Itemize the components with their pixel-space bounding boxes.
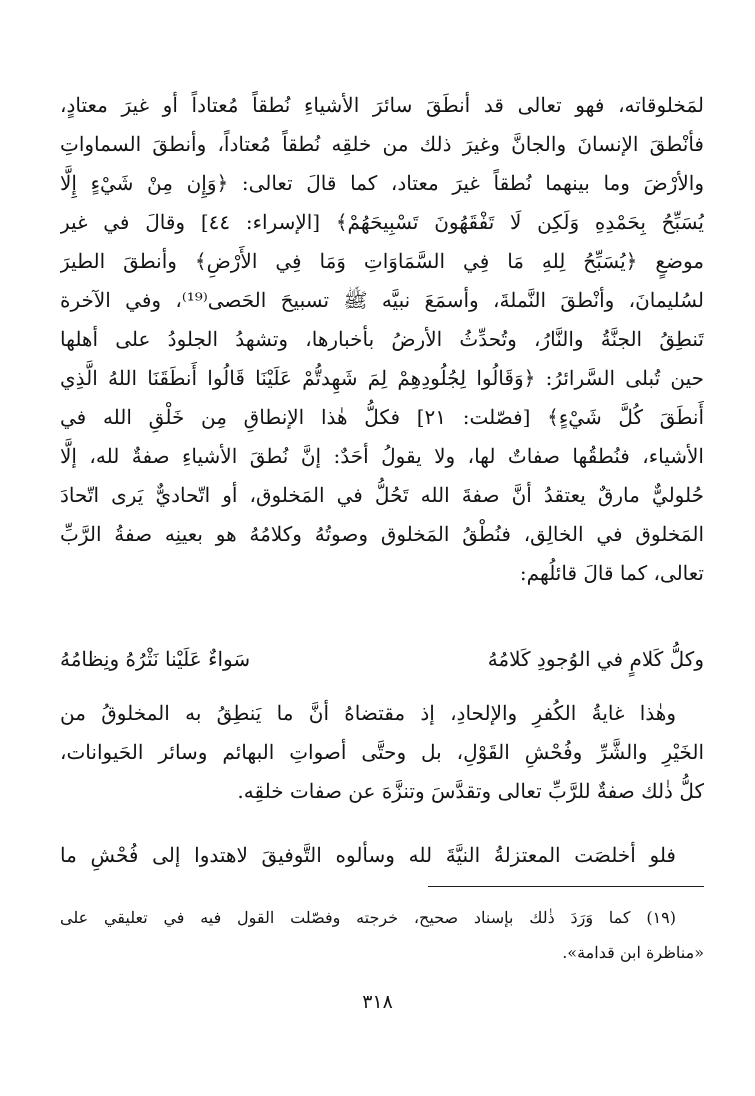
- text-line: والأرْضَ وما بينهما نُطقاً غيرَ معتاد، كما قالَ تعالى: ﴿وَإِن مِنْ شَيْءٍ إِلَّا: [60, 171, 704, 195]
- text-line: فلو أخلصَت المعتزلةُ النيَّةَ لله وسألوه التَّوفيقَ لاهتدوا إلى فُحْشِ ما: [60, 843, 676, 867]
- text-line: أَنطَقَ كُلَّ شَيْءٍ﴾ [فصّلت: ٢١] فكلُّ هٰذا الإنطاقِ مِن خَلْقِ الله في: [60, 405, 704, 429]
- text-line: تَنطِقُ الجنَّةُ والنَّارُ، وتُحدِّثُ الأرضُ بأخبارها، وتشهدُ الجلودُ على أهلها: [60, 327, 704, 351]
- page-number: ٣١٨: [362, 991, 393, 1013]
- text-line: وهٰذا غايةُ الكُفرِ والإلحادِ، إذ مقتضاهُ أنَّ ما يَنطِقُ به المخلوقُ من: [60, 701, 676, 725]
- text-line: لمَخلوقاته، فهو تعالى قد أنطَقَ سائرَ الأشياءِ نُطقاً مُعتاداً أو غيرَ معتادٍ،: [60, 93, 704, 117]
- second-paragraph: [60, 694, 704, 811]
- footnote: [60, 900, 704, 970]
- third-paragraph: [60, 836, 704, 875]
- verse-second-hemistich: سَواءٌ عَلَيْنا نَثْرُهُ ونِظامُهُ: [60, 647, 251, 671]
- text-line: المَخلوق في الخالِق، فنُطْقُ المَخلوق وصوتُهُ وكلامُهُ هو بعينِه صفةُ الرَّبِّ: [60, 522, 704, 546]
- footnote-divider: [428, 886, 704, 887]
- text-line: لسُليمانَ، وأنْطقَ النَّملةَ، وأسمَعَ نبيَّه ﷺ تسبيحَ الحَصى⁽¹⁹⁾، وفي الآخرة: [60, 288, 704, 312]
- text-line: حين تُبلى السَّرائرُ: ﴿وَقَالُوا لِجُلُودِهِمْ لِمَ شَهِدتُّمْ عَلَيْنَا قَالُوا أَنطَقَنَا اللهُ الَّذِي: [60, 366, 704, 390]
- footnote-line: (١٩) كما وَرَدَ ذٰلك بإسناد صحيح، خرجته وفصّلت القول فيه في تعليقي على: [60, 908, 676, 927]
- text-line: فأنْطقَ الإنسانَ والجانَّ وغيرَ ذلك من خلقِه نُطقاً مُعتاداً، وأنطقَ السماواتِ: [60, 132, 704, 156]
- text-line: يُسَبِّحُ بِحَمْدِهِ وَلَكِن لَا تَفْقَهُونَ تَسْبِيحَهُمْ﴾ [الإسراء: ٤٤] وقالَ في غير: [60, 210, 704, 234]
- text-line: كلُّ ذٰلك صفةٌ للرَّبِّ تعالى وتقدَّسَ وتنزَّهَ عن صفات خلقِه.: [237, 779, 704, 803]
- main-paragraph: [60, 86, 704, 593]
- footnote-line: «مناظرة ابن قدامة».: [562, 943, 704, 962]
- text-line: الأشياء، فنُطقُها صفاتٌ لها، ولا يقولُ أحَدٌ: إنَّ نُطقَ الأشياءِ صفةٌ لله، إلَّا: [60, 444, 704, 468]
- poetry-verse: [60, 640, 704, 679]
- verse-first-hemistich: وكلُّ كَلامٍ في الوُجودِ كَلامُهُ: [487, 647, 704, 671]
- text-line: حُلوليٌّ مارقٌ يعتقدُ أنَّ صفةَ الله تَحُلُّ في المَخلوق، أو اتّحاديٌّ يَرى اتّحادَ: [60, 483, 704, 507]
- text-line: تعالى، كما قالَ قائلُهم:: [519, 561, 704, 585]
- text-line: الخَيْرِ والشَّرِّ وفُحْشِ القَوْلِ، بل وحتَّى أصواتِ البهائم وسائر الحَيوانات،: [60, 740, 704, 764]
- text-line: موضعٍ ﴿يُسَبِّحُ لِلهِ مَا فِي السَّمَاوَاتِ وَمَا فِي الأَرْضِ﴾ وأنطقَ الطيرَ: [60, 249, 704, 273]
